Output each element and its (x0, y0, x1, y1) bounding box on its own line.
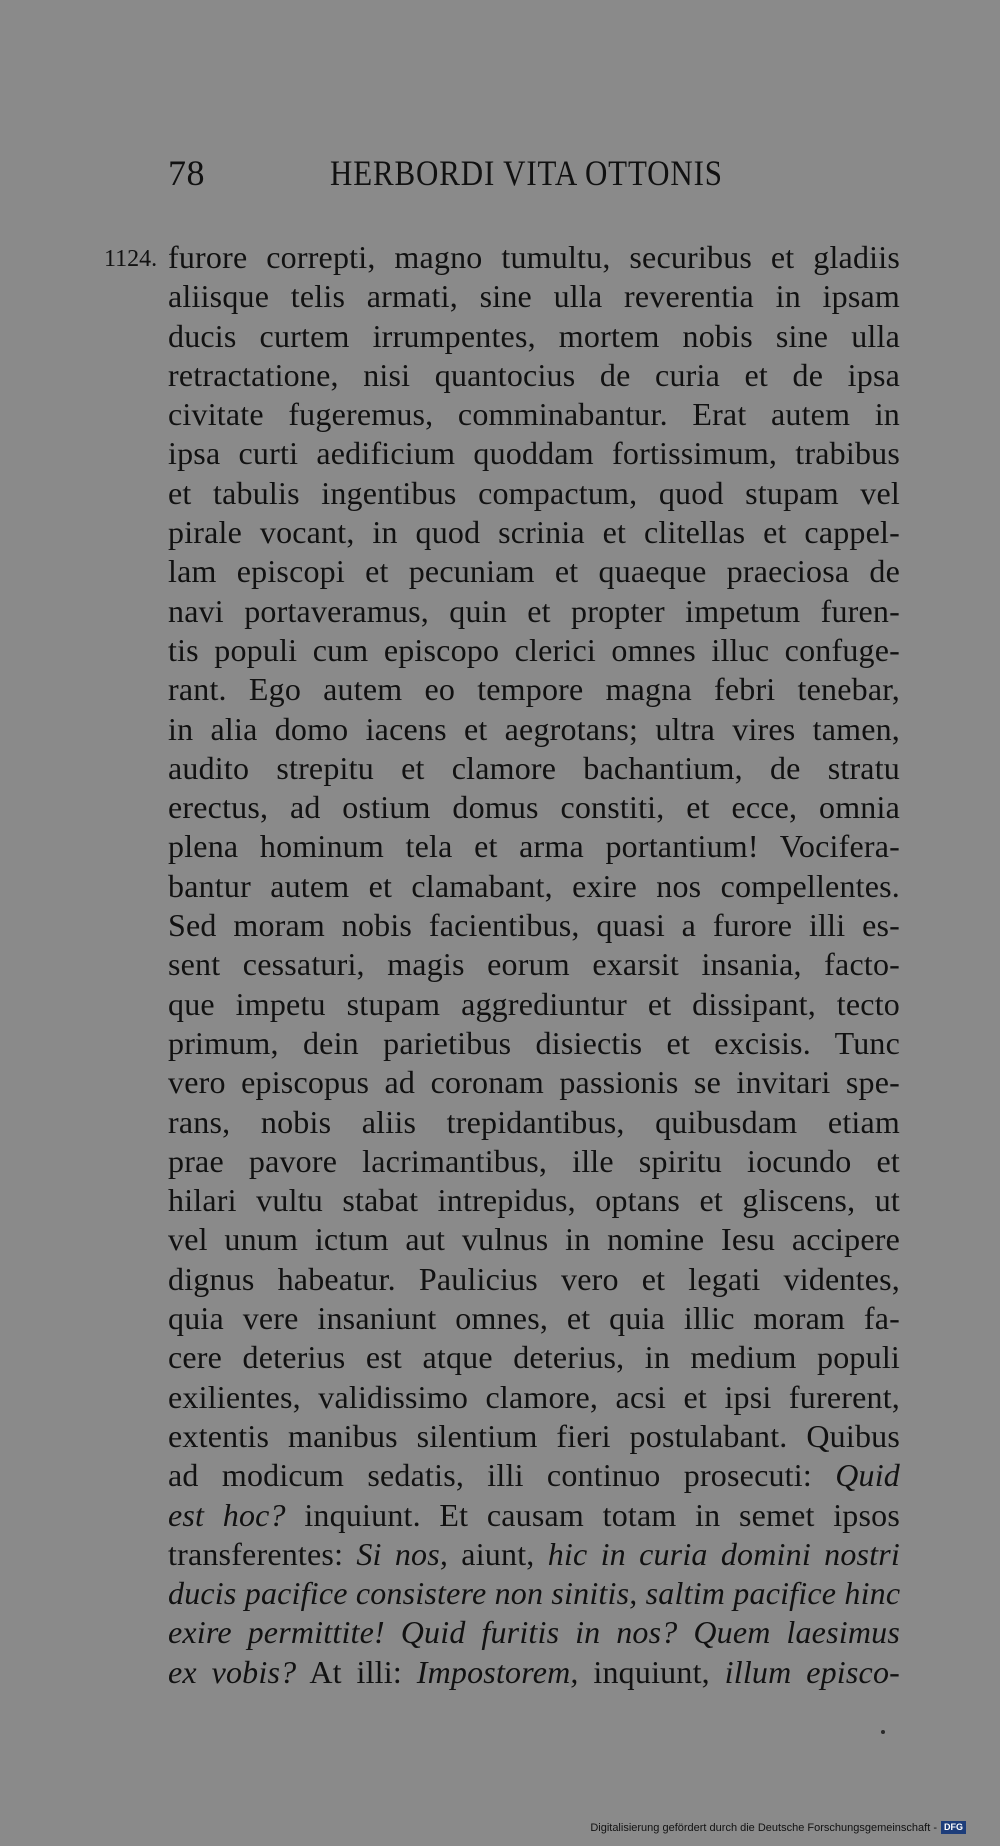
italic-segment: est hoc? (168, 1496, 286, 1533)
text-line (168, 238, 900, 277)
text-line (168, 1063, 900, 1102)
text-segment: rans, nobis aliis trepidantibus, quibusdam etiam (168, 1103, 900, 1140)
text-segment: cere deterius est atque deterius, in medium populi (168, 1339, 900, 1376)
text-segment: furore correpti, magno tumultu, securibus et gladiis (168, 239, 900, 275)
text-line (168, 434, 900, 473)
text-line (168, 1220, 900, 1259)
footer-credit (590, 1821, 966, 1834)
credit-text: Digitalisierung gefördert durch die Deutsche Forschungsgemeinschaft - (590, 1821, 937, 1834)
text-segment: prae pavore lacrimantibus, ille spiritu iocundo et (168, 1142, 900, 1179)
italic-segment: ex vobis? (168, 1653, 297, 1690)
text-line (168, 827, 900, 866)
text-segment: At illi: (296, 1653, 417, 1690)
text-line (168, 1613, 900, 1652)
text-segment: Sed moram nobis facientibus, quasi a furore illi es- (168, 907, 900, 944)
body-text (168, 238, 900, 1692)
stray-mark (881, 1730, 885, 1734)
text-segment: quia vere insaniunt omnes, et quia illic moram fa- (168, 1300, 900, 1337)
text-line (168, 985, 900, 1024)
text-line (168, 945, 900, 984)
text-segment: ipsa curti aedificium quoddam fortissimum, trabibus (168, 435, 900, 472)
italic-segment: exire permittite! Quid furitis in nos? Quem laesimus (168, 1614, 900, 1651)
text-line (168, 1103, 900, 1142)
text-segment: dignus habeatur. Paulicius vero et legati videntes, (168, 1260, 900, 1297)
text-segment: extentis manibus silentium fieri postulabant. Quibus (168, 1417, 900, 1454)
text-segment: inquiunt, (578, 1653, 725, 1690)
text-line (168, 710, 900, 749)
text-segment: plena hominum tela et arma portantium! Vocifera- (168, 828, 900, 865)
text-line (168, 749, 900, 788)
italic-segment: Quid (835, 1457, 900, 1494)
text-segment: audito strepitu et clamore bachantium, de stratu (168, 749, 900, 786)
page-header (168, 152, 908, 202)
text-segment: lam episcopi et pecuniam et quaeque praeciosa de (168, 553, 900, 590)
text-line (168, 552, 900, 591)
text-line (168, 592, 900, 631)
text-line (168, 474, 900, 513)
text-line (168, 1260, 900, 1299)
text-line (168, 1574, 900, 1613)
text-segment: rant. Ego autem eo tempore magna febri tenebar, (168, 671, 900, 708)
running-title: HERBORDI VITA OTTONIS (330, 153, 723, 193)
text-segment: vel unum ictum aut vulnus in nomine Iesu accipere (168, 1221, 900, 1258)
text-segment: navi portaveramus, quin et propter impetum furen- (168, 592, 900, 629)
text-line (168, 317, 900, 356)
text-segment: et tabulis ingentibus compactum, quod stupam vel (168, 474, 900, 511)
text-line (168, 277, 900, 316)
italic-segment: Impostorem, (416, 1653, 579, 1690)
page-number: 78 (168, 153, 205, 193)
text-line (168, 1024, 900, 1063)
text-segment: transferentes: (168, 1535, 357, 1572)
text-segment: tis populi cum episcopo clerici omnes illuc confuge- (168, 631, 900, 668)
text-line (168, 631, 900, 670)
text-line (168, 513, 900, 552)
text-segment: in alia domo iacens et aegrotans; ultra vires tamen, (168, 710, 900, 747)
text-segment: erectus, ad ostium domus constiti, et ecce, omnia (168, 789, 900, 826)
text-line (168, 1496, 900, 1535)
text-segment: bantur autem et clamabant, exire nos compellentes. (168, 867, 900, 904)
text-line (168, 1535, 900, 1574)
text-line (168, 1456, 900, 1495)
text-segment: inquiunt. Et causam totam in semet ipsos (285, 1496, 900, 1533)
text-line (168, 1142, 900, 1181)
text-line (168, 670, 900, 709)
text-line (168, 1653, 900, 1692)
text-segment: que impetu stupam aggrediuntur et dissipant, tecto (168, 985, 900, 1022)
italic-segment: Si nos, (356, 1535, 449, 1572)
italic-segment: hic in curia domini nostri (547, 1535, 900, 1572)
dfg-logo: DFG (941, 1821, 966, 1834)
text-segment: aiunt, (448, 1535, 548, 1572)
text-line (168, 867, 900, 906)
text-segment: primum, dein parietibus disiectis et excisis. Tunc (168, 1024, 900, 1061)
text-line (168, 788, 900, 827)
text-segment: ad modicum sedatis, illi continuo prosecuti: (168, 1457, 836, 1494)
text-line (168, 1338, 900, 1377)
text-segment: pirale vocant, in quod scrinia et clitellas et cappel- (168, 514, 900, 551)
text-segment: sent cessaturi, magis eorum exarsit insania, facto- (168, 946, 900, 983)
text-segment: exilientes, validissimo clamore, acsi et ipsi furerent, (168, 1378, 900, 1415)
text-segment: ducis curtem irrumpentes, mortem nobis sine ulla (168, 317, 900, 354)
text-line (168, 395, 900, 434)
text-segment: aliisque telis armati, sine ulla reverentia in ipsam (168, 278, 900, 315)
text-line (168, 906, 900, 945)
text-segment: civitate fugeremus, comminabantur. Erat autem in (168, 396, 900, 433)
text-line (168, 1299, 900, 1338)
text-line (168, 1378, 900, 1417)
text-line (168, 356, 900, 395)
italic-segment: illum episco- (724, 1653, 900, 1690)
text-line (168, 1181, 900, 1220)
text-segment: hilari vultu stabat intrepidus, optans et gliscens, ut (168, 1182, 900, 1219)
italic-segment: ducis pacifice consistere non sinitis, saltim pacifice hinc (168, 1575, 900, 1612)
margin-year: 1124. (104, 246, 158, 272)
text-segment: retractatione, nisi quantocius de curia et de ipsa (168, 356, 900, 393)
text-segment: vero episcopus ad coronam passionis se invitari spe- (168, 1064, 900, 1101)
text-line (168, 1417, 900, 1456)
